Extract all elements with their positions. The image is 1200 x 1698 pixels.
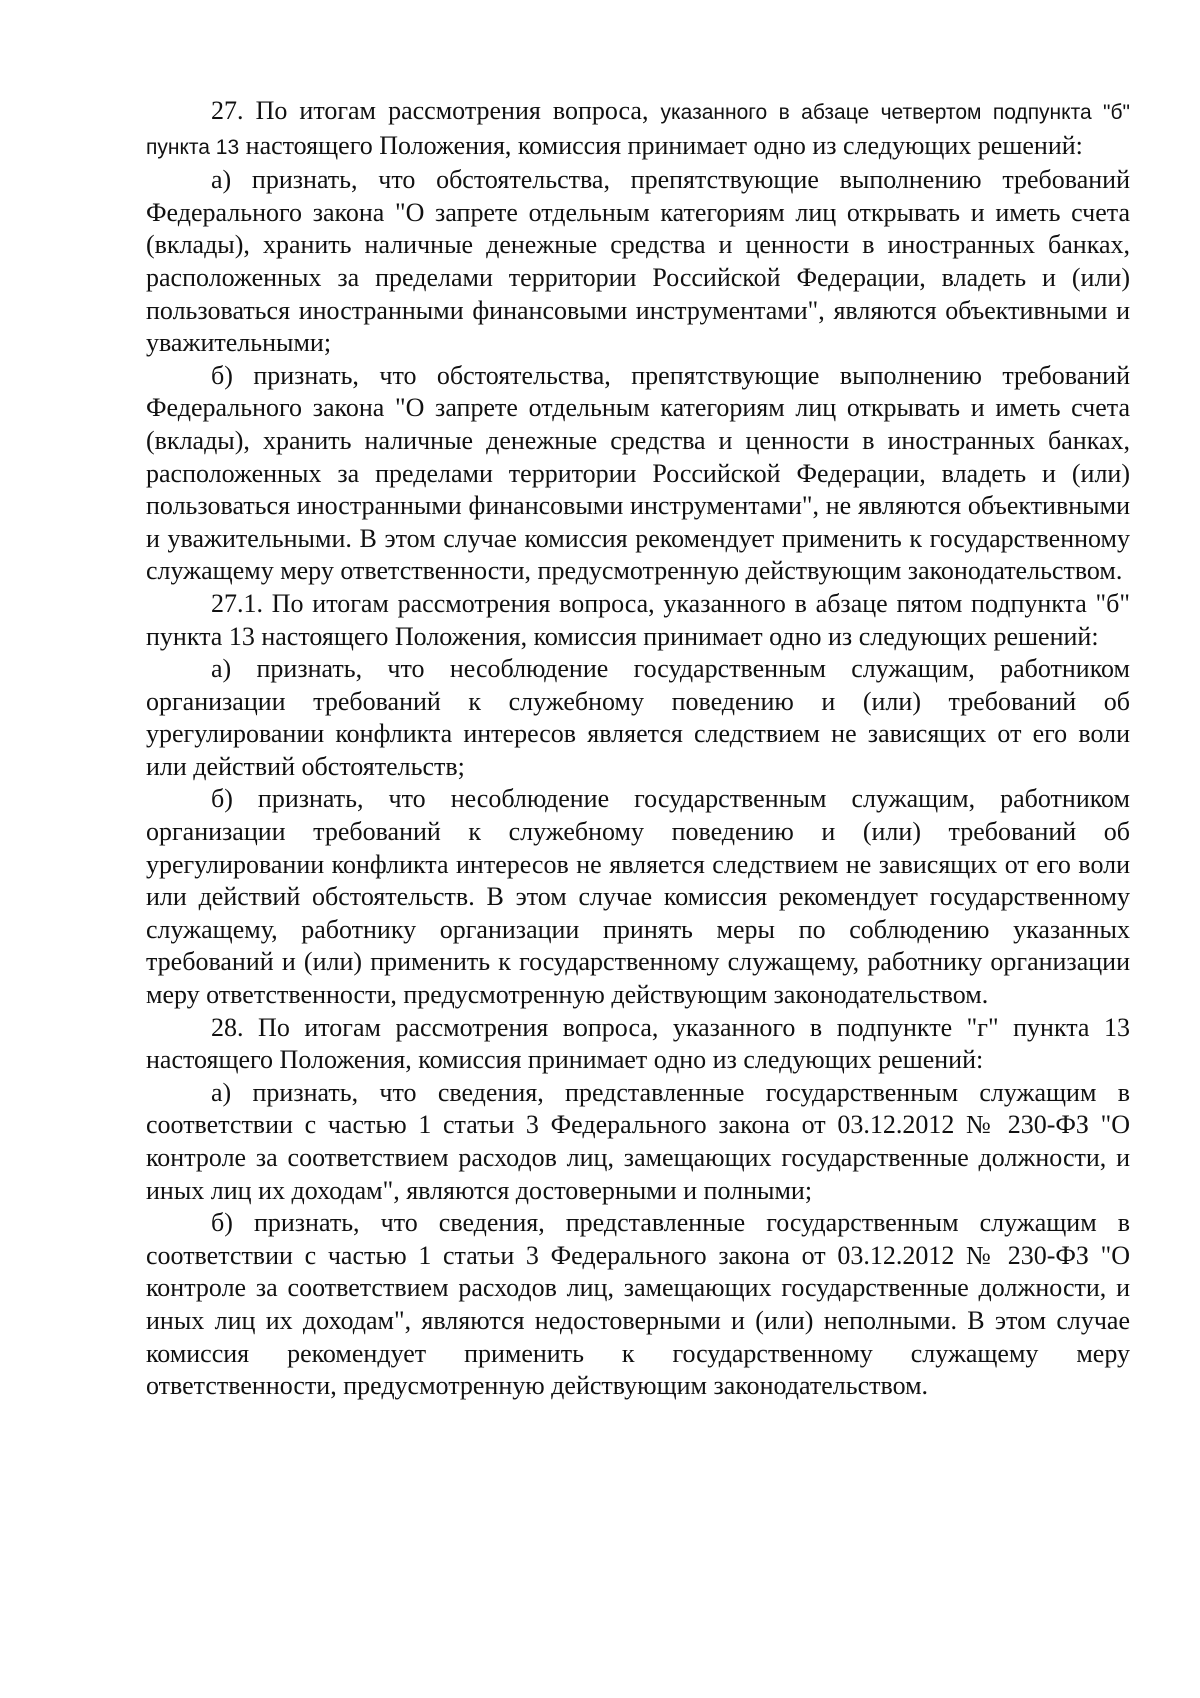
paragraph-27 [146,95,1130,164]
paragraph-27-b: б) признать, что обстоятельства, препятствующие выполнению требований Федерального закона "О запрете отдельным категориям лиц открывать и иметь счета (вклады), хранить наличные денежные средства и ценности в иностранных банках, расположенных за пределами территории Российской Федерации, владеть и (или) пользоваться иностранными финансовыми инструментами", не являются объективными и уважительными. В этом случае комиссия рекомендует применить к государственному служащему меру ответственности, предусмотренную действующим законодательством. [146,360,1130,586]
paragraph-28: 28. По итогам рассмотрения вопроса, указанного в подпункте "г" пункта 13 настоящего Положения, комиссия принимает одно из следующих решений: [146,1012,1130,1075]
paragraph-27-1: 27.1. По итогам рассмотрения вопроса, указанного в абзаце пятом подпункта "б" пункта 13 настоящего Положения, комиссия принимает одно из следующих решений: [146,588,1130,651]
paragraph-27-lead: 27. По итогам рассмотрения вопроса, [211,96,661,125]
paragraph-27-reference: указанного в абзаце четвертом подпункта "б" пункта 13 [146,101,1130,159]
paragraph-27-1-b: б) признать, что несоблюдение государственным служащим, работником организации требований к служебному поведению и (или) требований об урегулировании конфликта интересов не является следствием не зависящих от его воли или действий обстоятельств. В этом случае комиссия рекомендует государственному служащему, работнику организации принять меры по соблюдению указанных требований и (или) применить к государственному служащему, работнику организации меру ответственности, предусмотренную действующим законодательством. [146,784,1130,1010]
paragraph-27-1-a: а) признать, что несоблюдение государственным служащим, работником организации требований к служебному поведению и (или) требований об урегулировании конфликта интересов является следствием не зависящих от его воли или действий обстоятельств; [146,654,1130,781]
paragraph-28-b: б) признать, что сведения, представленные государственным служащим в соответствии с частью 1 статьи 3 Федерального закона от 03.12.2012 № 230-ФЗ "О контроле за соответствием расходов лиц, замещающих государственные должности, и иных лиц их доходам", являются недостоверными и (или) неполными. В этом случае комиссия рекомендует применить к государственному служащему меру ответственности, предусмотренную действующим законодательством. [146,1208,1130,1401]
paragraph-28-a: а) признать, что сведения, представленные государственным служащим в соответствии с частью 1 статьи 3 Федерального закона от 03.12.2012 № 230-ФЗ "О контроле за соответствием расходов лиц, замещающих государственные должности, и иных лиц их доходам", являются достоверными и полными; [146,1077,1130,1205]
document-page [146,95,1130,1403]
paragraph-27-tail: настоящего Положения, комиссия принимает одно из следующих решений: [239,130,1083,160]
paragraph-27-a: а) признать, что обстоятельства, препятствующие выполнению требований Федерального закона "О запрете отдельным категориям лиц открывать и иметь счета (вклады), хранить наличные денежные средства и ценности в иностранных банках, расположенных за пределами территории Российской Федерации, владеть и (или) пользоваться иностранными финансовыми инструментами", являются объективными и уважительными; [146,165,1130,358]
